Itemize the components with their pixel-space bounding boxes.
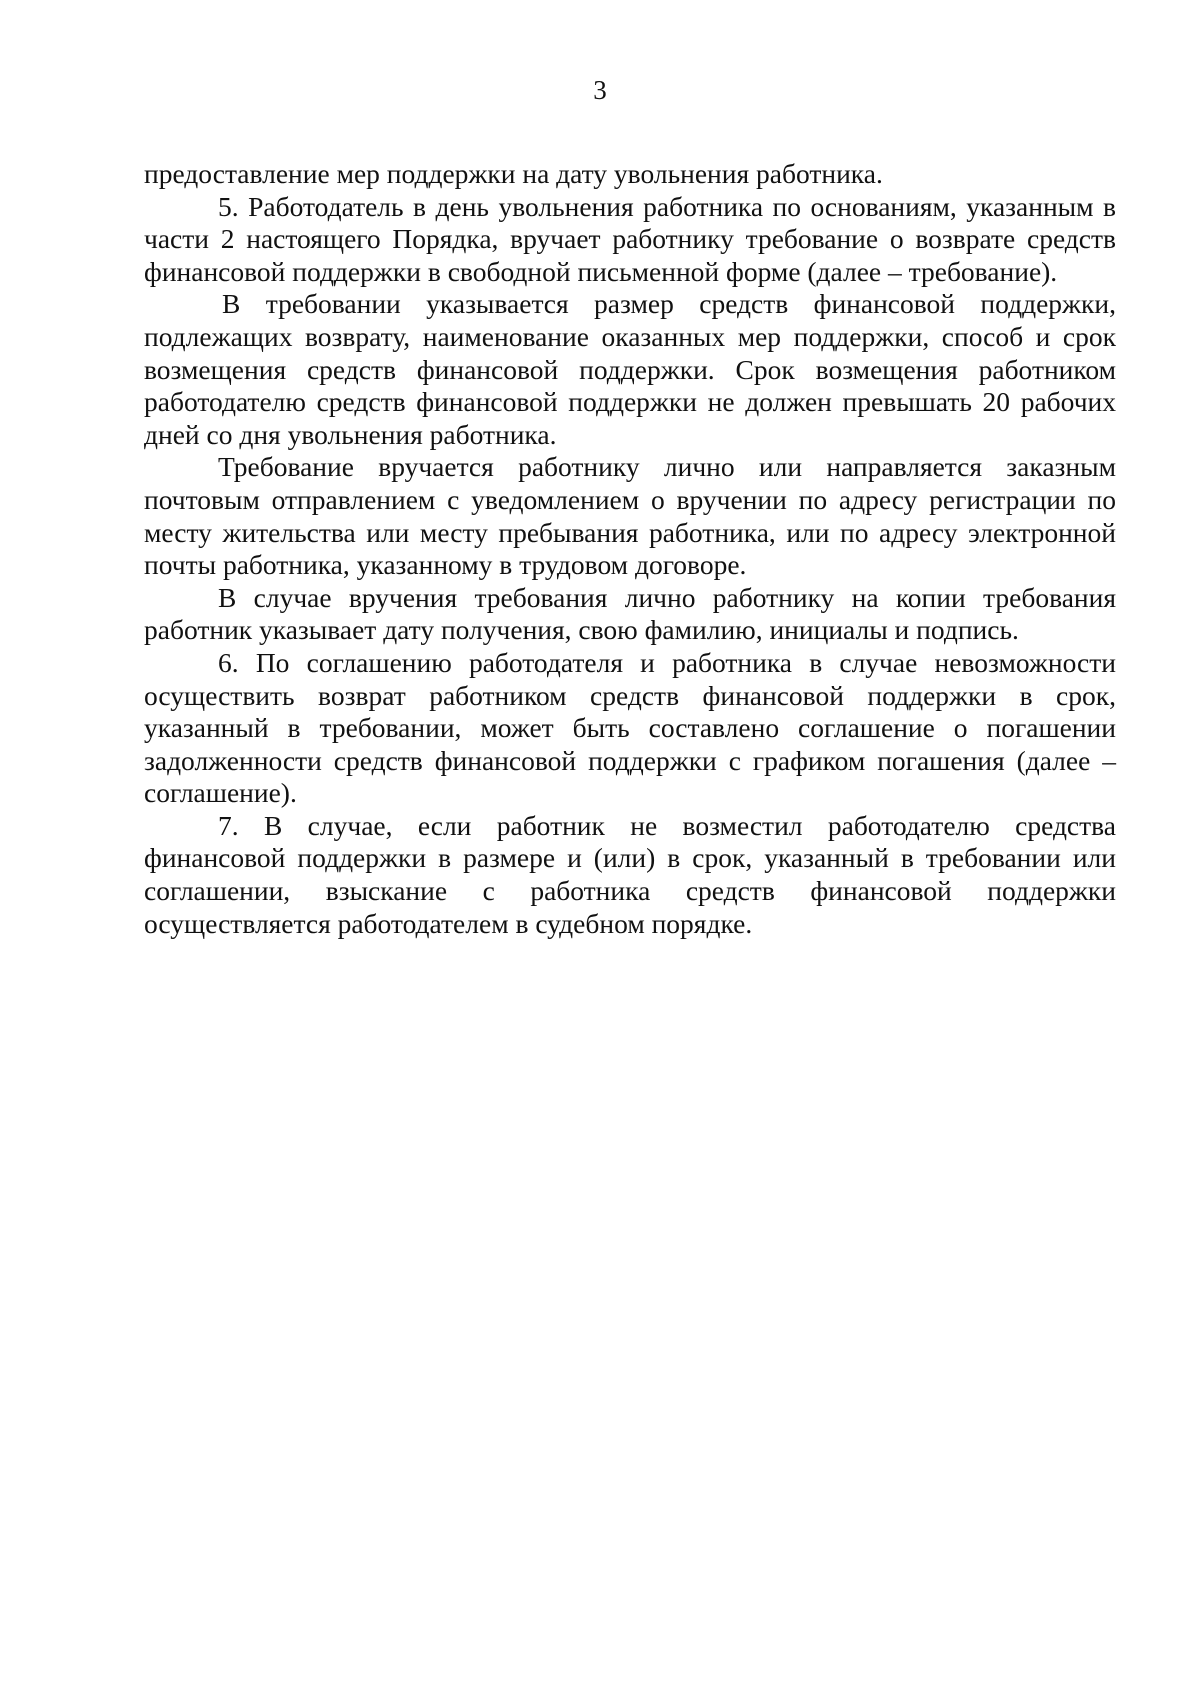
paragraph-item-5: 5. Работодатель в день увольнения работника по основаниям, указанным в части 2 настоящего Порядка, вручает работнику требование о возврате средств финансовой поддержки в свободной письменной форме (далее – требование). xyxy=(144,190,1116,287)
page-number: 3 xyxy=(593,75,607,105)
paragraph-item-6: 6. По соглашению работодателя и работника в случае невозможности осуществить возврат работником средств финансовой поддержки в срок, указанный в требовании, может быть составлено соглашение о погашении задолженности средств финансовой поддержки с графиком погашения (далее – соглашение). xyxy=(144,646,1116,809)
paragraph-requirement-delivery: Требование вручается работнику лично или направляется заказным почтовым отправлением с уведомлением о вручении по адресу регистрации по месту жительства или месту пребывания работника, или по адресу электронной почты работника, указанному в трудовом договоре. xyxy=(144,451,1116,581)
paragraph-personal-delivery: В случае вручения требования лично работнику на копии требования работник указывает дату получения, свою фамилию, инициалы и подпись. xyxy=(144,581,1116,646)
paragraph-requirement-content: В требовании указывается размер средств финансовой поддержки, подлежащих возврату, наименование оказанных мер поддержки, способ и срок возмещения средств финансовой поддержки. Срок возмещения работником работодателю средств финансовой поддержки не должен превышать 20 рабочих дней со дня увольнения работника. xyxy=(144,288,1116,450)
paragraph-continuation: предоставление мер поддержки на дату увольнения работника. xyxy=(144,158,883,189)
paragraph-item-7: 7. В случае, если работник не возместил работодателю средства финансовой поддержки в размере и (или) в срок, указанный в требовании или соглашении, взыскание с работника средств финансовой поддержки осуществляется работодателем в судебном порядке. xyxy=(144,809,1116,939)
document-body xyxy=(144,158,1116,940)
